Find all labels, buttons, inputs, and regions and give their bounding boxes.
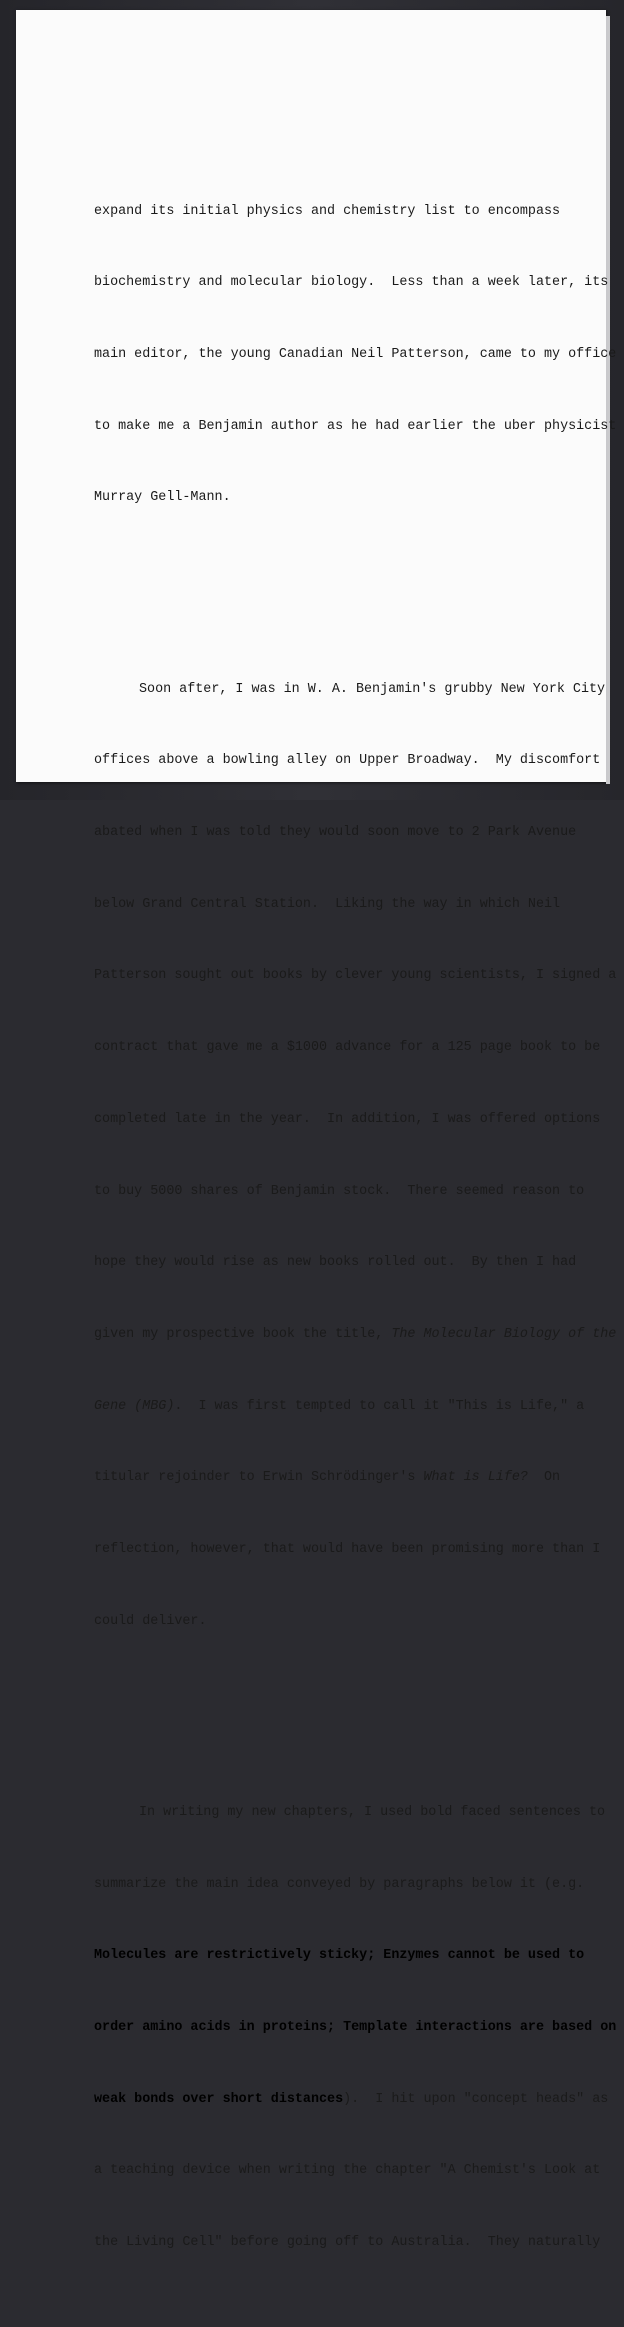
text-line [94,1180,585,1204]
bold-summary-text: order amino acids in proteins; Template interactions are based on [94,2020,617,2036]
text-line [94,964,617,988]
book-title-italic: The Molecular Biology of the [391,1326,617,1342]
text-run: offices above a bowling alley on Upper Broadway. My discomfort [94,753,601,769]
text-run: On [527,1470,561,1486]
text-run: Soon after, I was in W. A. Benjamin's grubby New York City [139,681,606,697]
page-edge-shadow [606,16,610,784]
text-line [94,1801,606,1825]
text-run: below Grand Central Station. Liking the way in which Neil [94,896,561,912]
text-run: In writing my new chapters, I used bold faced sentences to [139,1804,606,1820]
text-run: titular rejoinder to Erwin Schrödinger's [94,1470,424,1486]
paragraph [94,630,617,1682]
text-line [94,1251,577,1275]
text-run: summarize the main idea conveyed by paragraphs below it (e.g. [94,1876,585,1892]
text-run: biochemistry and molecular biology. Less than a week later, its [94,275,609,291]
text-line [94,486,574,510]
text-run: to buy 5000 shares of Benjamin stock. There seemed reason to [94,1183,585,1199]
text-line [94,2159,601,2183]
text-run: reflection, however, that would have been promising more than I [94,1542,601,1558]
book-title-italic: Gene (MBG) [94,1398,175,1414]
text-run: Patterson sought out books by clever young scientists, I signed a [94,968,617,984]
text-run: ). I hit upon "concept heads" as [343,2091,609,2107]
text-run: a teaching device when writing the chapter "A Chemist's Look at [94,2163,601,2179]
text-run: the Living Cell" before going off to Australia. They naturally [94,2235,601,2251]
text-run: Murray Gell-Mann. [94,490,231,506]
text-line [94,2016,617,2040]
text-line [94,1538,601,1562]
text-line [94,1323,617,1347]
paragraph [94,1753,617,2303]
text-line [94,415,617,439]
text-run: could deliver. [94,1613,207,1629]
text-run: abated when I was told they would soon move to 2 Park Avenue [94,824,577,840]
text-line [94,1944,585,1968]
text-line [94,678,606,702]
text-line [94,2231,601,2255]
text-line [94,1036,601,1060]
text-run: contract that gave me a $1000 advance for a 125 page book to be [94,1040,601,1056]
text-line [94,893,574,917]
text-line [94,343,617,367]
text-run: main editor, the young Canadian Neil Patterson, came to my office [94,346,617,362]
text-run: to make me a Benjamin author as he had earlier the uber physicist [94,418,617,434]
document-body [94,80,617,2327]
text-line [94,1873,585,1897]
text-line [94,1466,574,1490]
text-run: hope they would rise as new books rolled out. By then I had [94,1255,577,1271]
text-line [94,1610,574,1634]
text-run: expand its initial physics and chemistry list to encompass [94,203,561,219]
text-line [94,2088,609,2112]
text-line [94,271,609,295]
bold-summary-text: weak bonds over short distances [94,2091,344,2107]
text-line [94,1395,585,1419]
paragraph [94,152,617,558]
text-run: completed late in the year. In addition, I was offered options [94,1111,601,1127]
text-run: . I was first tempted to call it "This is Life," a [174,1398,585,1414]
text-line [94,200,574,224]
text-line [94,749,601,773]
text-line [94,821,577,845]
book-title-italic: What is Life? [423,1470,528,1486]
text-line [94,1108,601,1132]
text-run: given my prospective book the title, [94,1326,392,1342]
bold-summary-text: Molecules are restrictively sticky; Enzymes cannot be used to [94,1948,585,1964]
